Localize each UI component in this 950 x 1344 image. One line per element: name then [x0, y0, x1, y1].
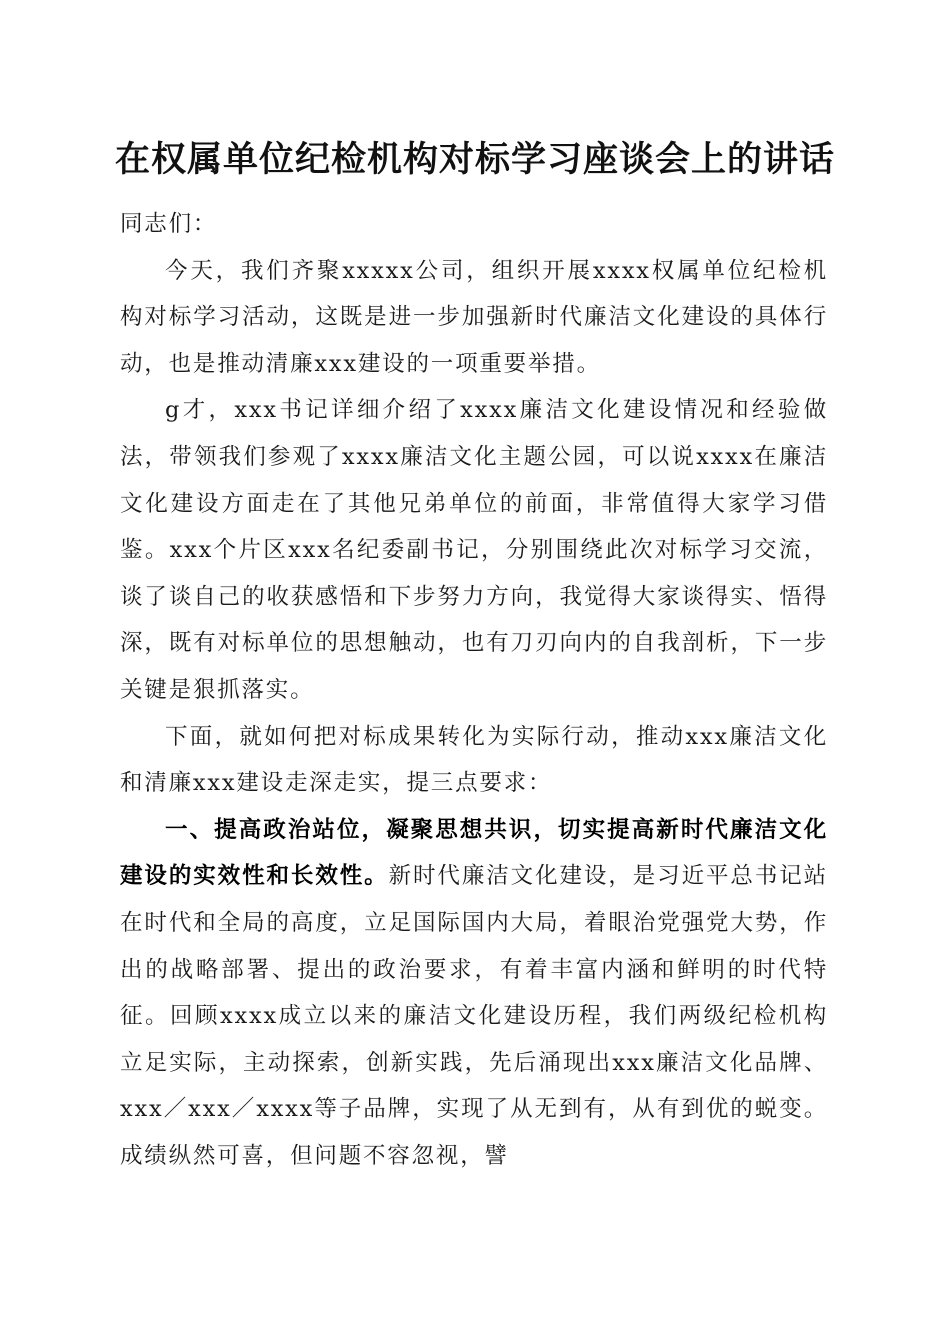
paragraph-text: 下面，就如何把对标成果转化为实际行动，推动xxx廉洁文化和清廉xxx建设走深走实，提三点要求： [120, 723, 828, 797]
section-heading-one: 一、提高政治站位，凝聚思想共识，切实提高新时代廉洁文化建设的实效性和长效性。 [120, 816, 828, 890]
paragraph-text: 新时代廉洁文化建设，是习近平总书记站在时代和全局的高度，立足国际国内大局，着眼治党强党大势，作出的战略部署、提出的政治要求，有着丰富内涵和鲜明的时代特征。回顾xxxx成立以来的廉洁文化建设历程，我们两级纪检机构立足实际，主动探索，创新实践，先后涌现出xxx廉洁文化品牌、xxx／xxx／xxxx等子品牌，实现了从无到有，从有到优的蜕变。成绩纵然可喜，但问题不容忽视，譬 [120, 863, 828, 1169]
document-body [120, 201, 828, 1179]
paragraph-text: 今天，我们齐聚xxxxx公司，组织开展xxxx权属单位纪检机构对标学习活动，这既是进一步加强新时代廉洁文化建设的具体行动，也是推动清廉xxx建设的一项重要举措。 [120, 257, 828, 377]
salutation: 同志们： [120, 211, 218, 237]
document-title: 在权属单位纪检机构对标学习座谈会上的讲话 [114, 139, 835, 180]
paragraph-point-one [120, 807, 828, 1180]
paragraph-review [120, 387, 828, 713]
paragraph-text: g才，xxx书记详细介绍了xxxx廉洁文化建设情况和经验做法，带领我们参观了xxxx廉洁文化主题公园，可以说xxxx在廉洁文化建设方面走在了其他兄弟单位的前面，非常值得大家学习借鉴。xxx个片区xxx名纪委副书记，分别围绕此次对标学习交流，谈了谈自己的收获感悟和下步努力方向，我觉得大家谈得实、悟得深，既有对标单位的思想触动，也有刀刃向内的自我剖析，下一步关键是狠抓落实。 [120, 397, 828, 703]
paragraph-opening [120, 248, 828, 388]
paragraph-requirements-intro [120, 714, 828, 807]
